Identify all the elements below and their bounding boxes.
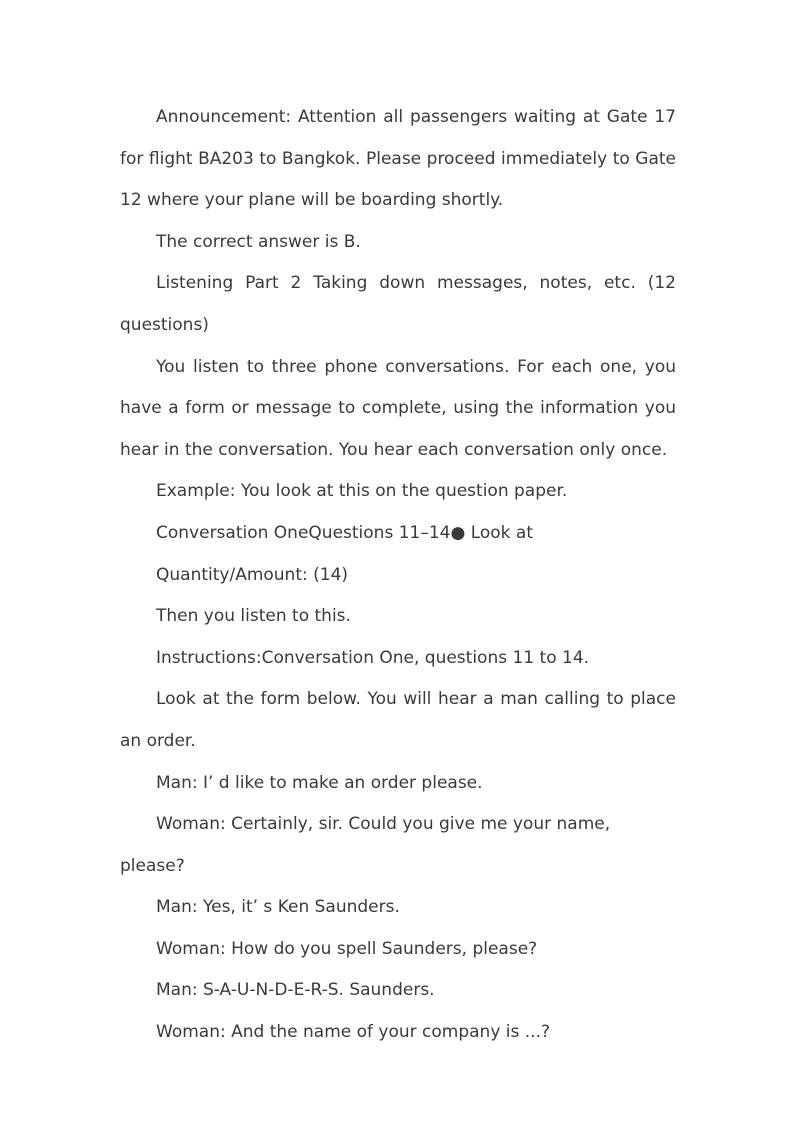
paragraph-quantity: Quantity/Amount: (14) <box>156 564 349 585</box>
dialogue-line: Man: I’ d like to make an order please. <box>156 772 483 793</box>
paragraph-then-listen: Then you listen to this. <box>156 606 351 627</box>
paragraph-instructions-conversation: Instructions:Conversation One, questions 11 to 14. <box>156 647 590 668</box>
paragraph-look-at-form: Look at the form below. You will hear a man calling to place an order. <box>120 689 676 751</box>
paragraph-instructions-phone: You listen to three phone conversations. For each one, you have a form or message to complete, using the information you hear in the conversation. You hear each conversation only once. <box>120 356 676 460</box>
paragraph-conversation-one-header: Conversation OneQuestions 11–14● Look at <box>156 522 534 543</box>
paragraph-correct-answer: The correct answer is B. <box>156 231 361 252</box>
dialogue-line: Woman: And the name of your company is ...? <box>156 1022 551 1043</box>
dialogue-line: Man: Yes, it’ s Ken Saunders. <box>156 897 400 918</box>
paragraph-listening-part-2: Listening Part 2 Taking down messages, notes, etc. (12 questions) <box>120 273 676 335</box>
paragraph-announcement: Announcement: Attention all passengers waiting at Gate 17 for flight BA203 to Bangkok. Please proceed immediately to Gate 12 where your plane will be boarding shortly. <box>120 107 676 211</box>
dialogue-line: Man: S-A-U-N-D-E-R-S. Saunders. <box>156 980 435 1001</box>
paragraph-example: Example: You look at this on the question paper. <box>156 481 568 502</box>
document-body <box>120 97 676 1054</box>
dialogue-line: Woman: Certainly, sir. Could you give me your name, please? <box>120 814 611 876</box>
dialogue-line: Woman: How do you spell Saunders, please? <box>156 938 538 959</box>
